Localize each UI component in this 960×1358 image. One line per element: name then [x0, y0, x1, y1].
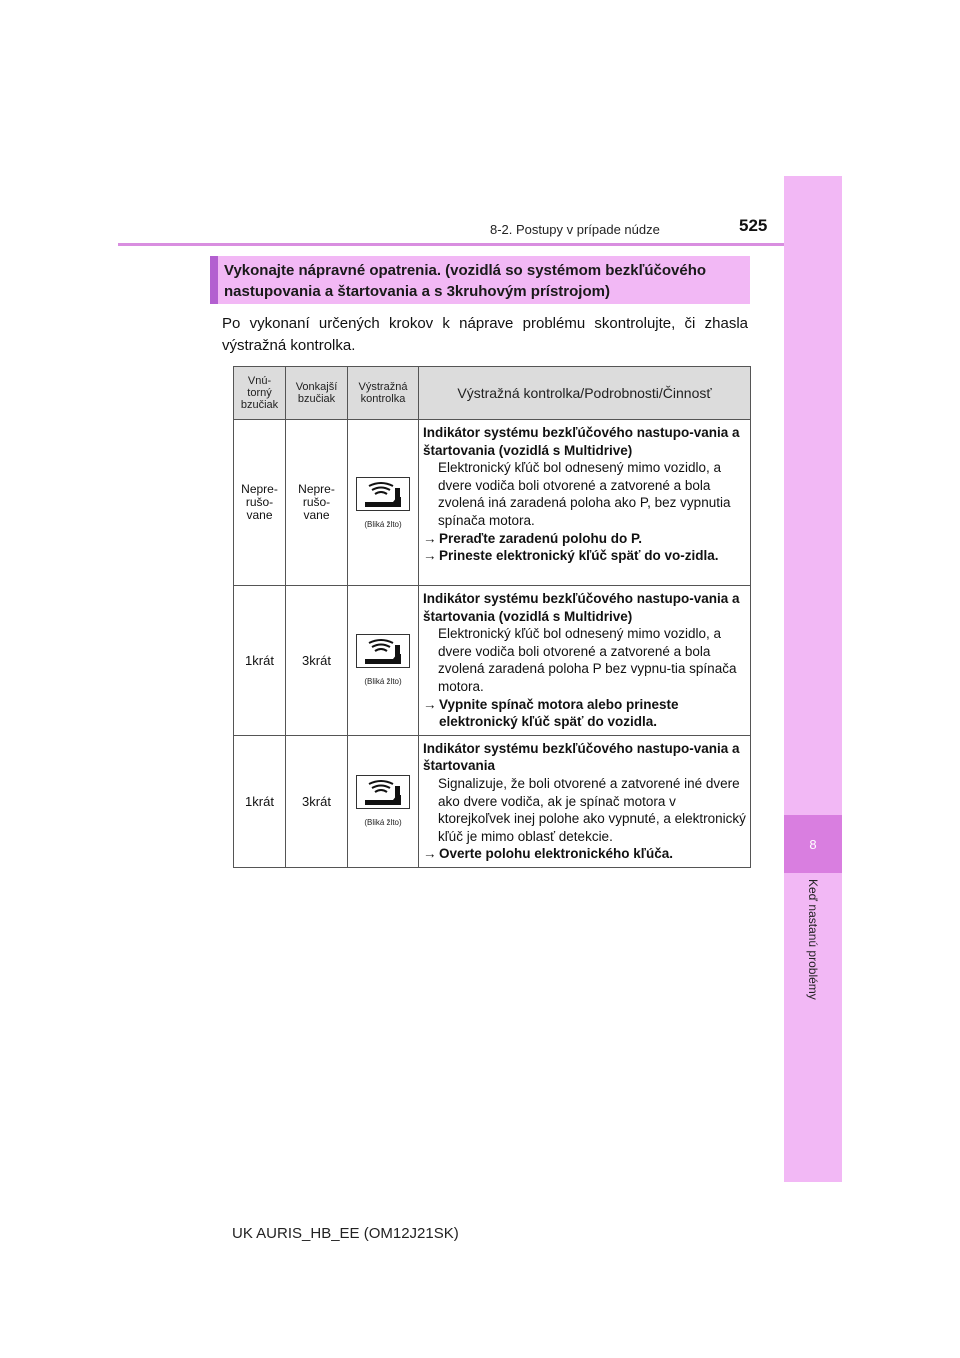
- table-row: [234, 735, 751, 867]
- table-header-row: [234, 367, 751, 420]
- icon-caption: (Bliká žlto): [364, 818, 402, 828]
- header-details: Výstražná kontrolka/Podrobnosti/Činnosť: [419, 367, 751, 420]
- warning-light-cell: [348, 586, 419, 736]
- details-cell: [419, 420, 751, 586]
- chapter-number: 8: [809, 836, 817, 852]
- external-buzzer-cell: 3krát: [286, 735, 348, 867]
- heading-accent-bar: [210, 256, 218, 304]
- smart-key-warning-icon: [356, 634, 410, 668]
- table-row: [234, 420, 751, 586]
- header-divider: [118, 243, 784, 246]
- warning-light-cell: [348, 420, 419, 586]
- detail-title: Indikátor systému bezkľúčového nastupo-vania a štartovania (vozidlá s Multidrive): [423, 591, 740, 624]
- detail-action: → Vypnite spínač motora alebo prineste elektronický kľúč späť do vozidla.: [423, 696, 679, 730]
- details-cell: [419, 735, 751, 867]
- chapter-number-badge: [784, 815, 842, 873]
- page-number: 525: [739, 216, 768, 235]
- section-heading-box: [210, 256, 750, 304]
- smart-key-warning-icon: [356, 477, 410, 511]
- icon-caption: (Bliká žlto): [364, 677, 402, 687]
- details-cell: [419, 586, 751, 736]
- detail-text: Elektronický kľúč bol odnesený mimo vozidlo, a dvere vodiča boli otvorené a zatvorené a bola zvolená iná zaradená poloha ako P, bez vypnutia spínača motora.: [438, 460, 731, 528]
- arrow-icon: →: [423, 530, 437, 546]
- section-heading: Vykonajte nápravné opatrenia. (vozidlá so systémom bezkľúčového nastupovania a štartovania a s 3kruhovým prístrojom): [224, 262, 707, 300]
- detail-action: → Overte polohu elektronického kľúča.: [423, 846, 674, 862]
- icon-caption: (Bliká žlto): [364, 519, 402, 529]
- document-footer: UK AURIS_HB_EE (OM12J21SK): [232, 1225, 459, 1242]
- warning-table: [233, 366, 751, 868]
- table-row: [234, 586, 751, 736]
- warning-light-cell: [348, 735, 419, 867]
- header-external-buzzer: Vonkajší bzučiak: [286, 367, 348, 420]
- internal-buzzer-cell: 1krát: [234, 735, 286, 867]
- smart-key-warning-icon: [356, 775, 410, 809]
- header-warning-light: Výstražná kontrolka: [348, 367, 419, 420]
- detail-action: → Prineste elektronický kľúč späť do vo-zidla.: [423, 548, 719, 564]
- external-buzzer-cell: Nepre-rušo-vane: [286, 420, 348, 586]
- header-internal-buzzer: Vnú-torný bzučiak: [234, 367, 286, 420]
- detail-title: Indikátor systému bezkľúčového nastupo-vania a štartovania (vozidlá s Multidrive): [423, 425, 740, 458]
- arrow-icon: →: [423, 696, 437, 712]
- internal-buzzer-cell: 1krát: [234, 586, 286, 736]
- arrow-icon: →: [423, 548, 437, 564]
- external-buzzer-cell: 3krát: [286, 586, 348, 736]
- detail-text: Elektronický kľúč bol odnesený mimo vozidlo, a dvere vodiča boli otvorené a zatvorené a bola zvolená zaradená poloha P bez vypnu-tia spínača motora.: [438, 626, 737, 694]
- internal-buzzer-cell: Nepre-rušo-vane: [234, 420, 286, 586]
- arrow-icon: →: [423, 846, 437, 862]
- section-title: 8-2. Postupy v prípade núdze: [490, 222, 660, 237]
- intro-paragraph: Po vykonaní určených krokov k náprave problému skontrolujte, či zhasla výstražná kontrolka.: [222, 315, 748, 354]
- chapter-label-container: [784, 873, 842, 1073]
- detail-action: → Preraďte zaradenú polohu do P.: [423, 530, 642, 546]
- chapter-label: Keď nastanú problémy: [806, 879, 820, 1000]
- detail-title: Indikátor systému bezkľúčového nastupo-vania a štartovania: [423, 740, 740, 774]
- detail-text: Signalizuje, že boli otvorené a zatvorené iné dvere ako dvere vodiča, ak je spínač motora v ktorejkoľvek inej polohe ako vypnuté, a elektronický kľúč je mimo oblasť detekcie.: [438, 775, 746, 844]
